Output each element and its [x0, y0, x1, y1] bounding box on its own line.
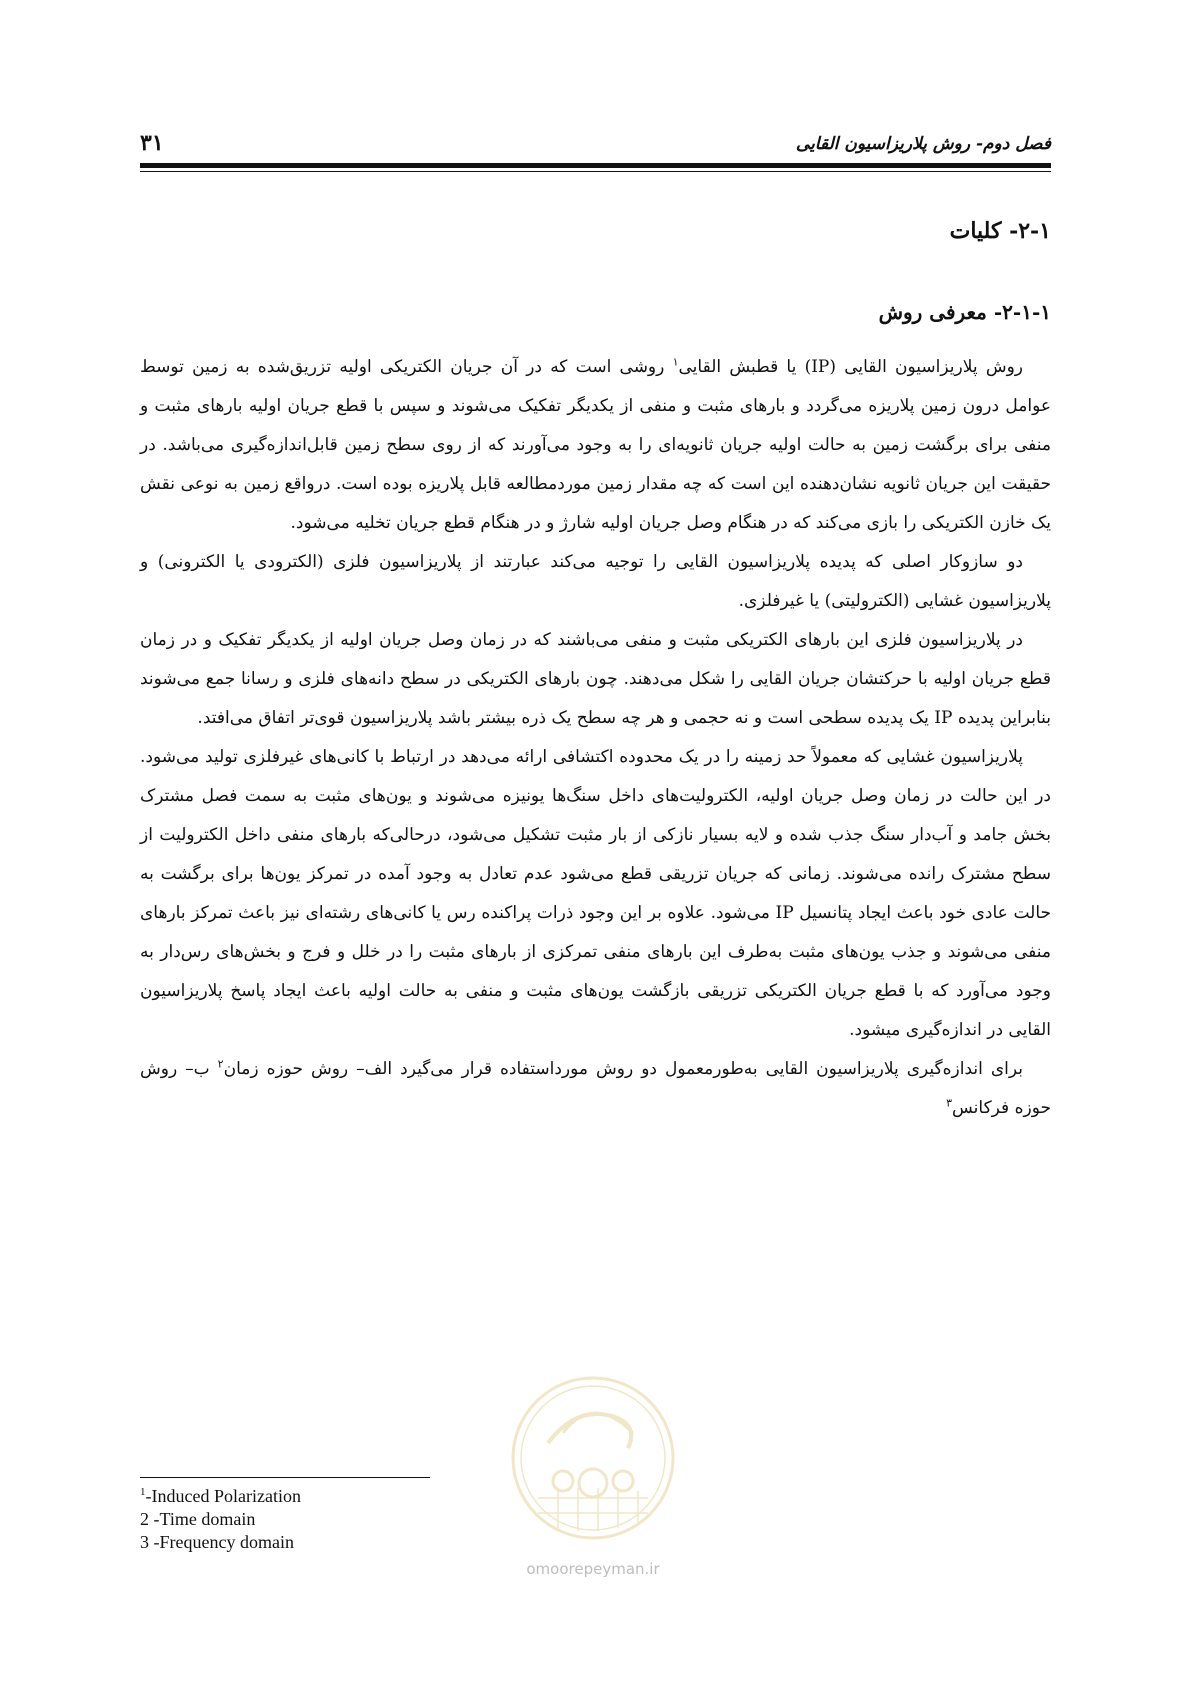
footnote-1: [140, 1481, 301, 1508]
footnote-ref-3: ۳: [946, 1096, 952, 1110]
section-heading: ۲-۱- کلیات: [949, 218, 1051, 244]
paragraph-4: پلاریزاسیون غشایی که معمولاً حد زمینه را در یک محدوده اکتشافی ارائه می‌دهد در ارتباط با کانی‌های غیرفلزی تولید می‌شود. در این حالت در زمان وصل جریان اولیه، الکترولیت‌های داخل سنگ‌ها یونیزه می‌شوند و یون‌های مثبت به سمت فصل مشترک بخش جامد و آب‌دار سنگ جذب شده و لایه بسیار نازکی از بار مثبت تشکیل می‌شود، درحالی‌که بارهای منفی داخل الکترولیت از سطح مشترک رانده می‌شوند. زمانی که جریان تزریقی قطع می‌شود عدم تعادل به وجود آمده در تمرکز یون‌ها برای برگشت به حالت عادی خود باعث ایجاد پتانسیل IP می‌شود. علاوه بر این وجود ذرات پراکنده رس یا کانی‌های رشته‌ای نیز باعث تمرکز بارهای منفی می‌شوند و جذب یون‌های مثبت به‌طرف این بارهای منفی تمرکزی از بارهای مثبت را در خلل و فرج و بخش‌های رس‌دار به وجود می‌آورد که با قطع جریان الکتریکی تزریقی بازگشت یون‌های مثبت و منفی به حالت اولیه باعث ایجاد پاسخ پلاریزاسیون القایی در اندازه‌گیری میشود.: [140, 747, 1052, 1040]
footnote-rule: [140, 1477, 430, 1478]
paragraph-1-rest: روشی است که در آن جریان الکتریکی اولیه تزریق‌شده به زمین توسط عوامل درون زمین پلاریزه می‌گردد و بارهای مثبت و منفی از یکدیگر تفکیک می‌شوند و سپس با قطع جریان اولیه بارهای مثبت و منفی برای برگشت زمین به حالت اولیه جریان ثانویه‌ای را به وجود می‌آورند که از روی سطح زمین قابل‌اندازه‌گیری می‌باشد. در حقیقت این جریان ثانویه نشان‌دهنده این است که چه مقدار زمین موردمطالعه قابل پلاریزه بوده است. درواقع زمین به نوعی نقش یک خازن الکتریکی را بازی می‌کند که در هنگام وصل جریان اولیه شارژ و در هنگام قطع جریان تخلیه می‌شود.: [140, 357, 1051, 533]
watermark-url: omoorepeyman.ir: [526, 1560, 660, 1578]
footnotes: [140, 1481, 301, 1554]
paragraph-3: در پلاریزاسیون فلزی این بارهای الکتریکی مثبت و منفی می‌باشند که در زمان وصل جریان اولیه از یکدیگر تفکیک و در زمان قطع جریان اولیه با حرکتشان جریان القایی را شکل می‌دهند. چون بارهای الکتریکی در سطح دانه‌های فلزی و رسانا جمع می‌شوند بنابراین پدیده IP یک پدیده سطحی است و نه حجمی و هر چه سطح یک ذره بیشتر باشد پلاریزاسیون قوی‌تر اتفاق می‌افتد.: [140, 630, 1051, 728]
footnote-2: 2 -Time domain: [140, 1509, 256, 1529]
footnote-ref-2: ۲: [217, 1057, 224, 1071]
watermark-seal-icon: [508, 1373, 678, 1543]
paragraph-1: [140, 348, 1051, 543]
paragraph-5: [140, 1050, 1051, 1128]
page-number: ۳۱: [140, 130, 164, 156]
chapter-title: فصل دوم- روش پلاریزاسیون القایی: [795, 134, 1051, 154]
paragraph-5-rest: ب– روش حوزه فرکانس: [140, 1059, 1051, 1118]
footnote-ref-1: ۱: [672, 355, 679, 369]
paragraph-1-start: روش پلاریزاسیون القایی (IP) یا قطبش القایی: [678, 357, 1023, 377]
subsection-heading: ۲-۱-۱- معرفی روش: [878, 300, 1051, 324]
footnote-3: 3 -Frequency domain: [140, 1532, 294, 1552]
paragraph-5-start: برای اندازه‌گیری پلاریزاسیون القایی به‌طورمعمول دو روش مورداستفاده قرار می‌گیرد الف– روش حوزه زمان: [223, 1059, 1023, 1079]
paragraph-2: دو سازوکار اصلی که پدیده پلاریزاسیون القایی را توجیه می‌کند عبارتند از پلاریزاسیون فلزی (الکترودی یا الکترونی) و پلاریزاسیون غشایی (الکترولیتی) یا غیرفلزی.: [140, 552, 1051, 611]
footnote-1-number: 1: [140, 1486, 146, 1498]
header-rule-thin: [140, 171, 1051, 172]
body-text: [140, 348, 1051, 1128]
header-rule-thick: [140, 163, 1051, 168]
footnote-1-text: -Induced Polarization: [145, 1486, 301, 1506]
page-header: [140, 130, 1051, 160]
